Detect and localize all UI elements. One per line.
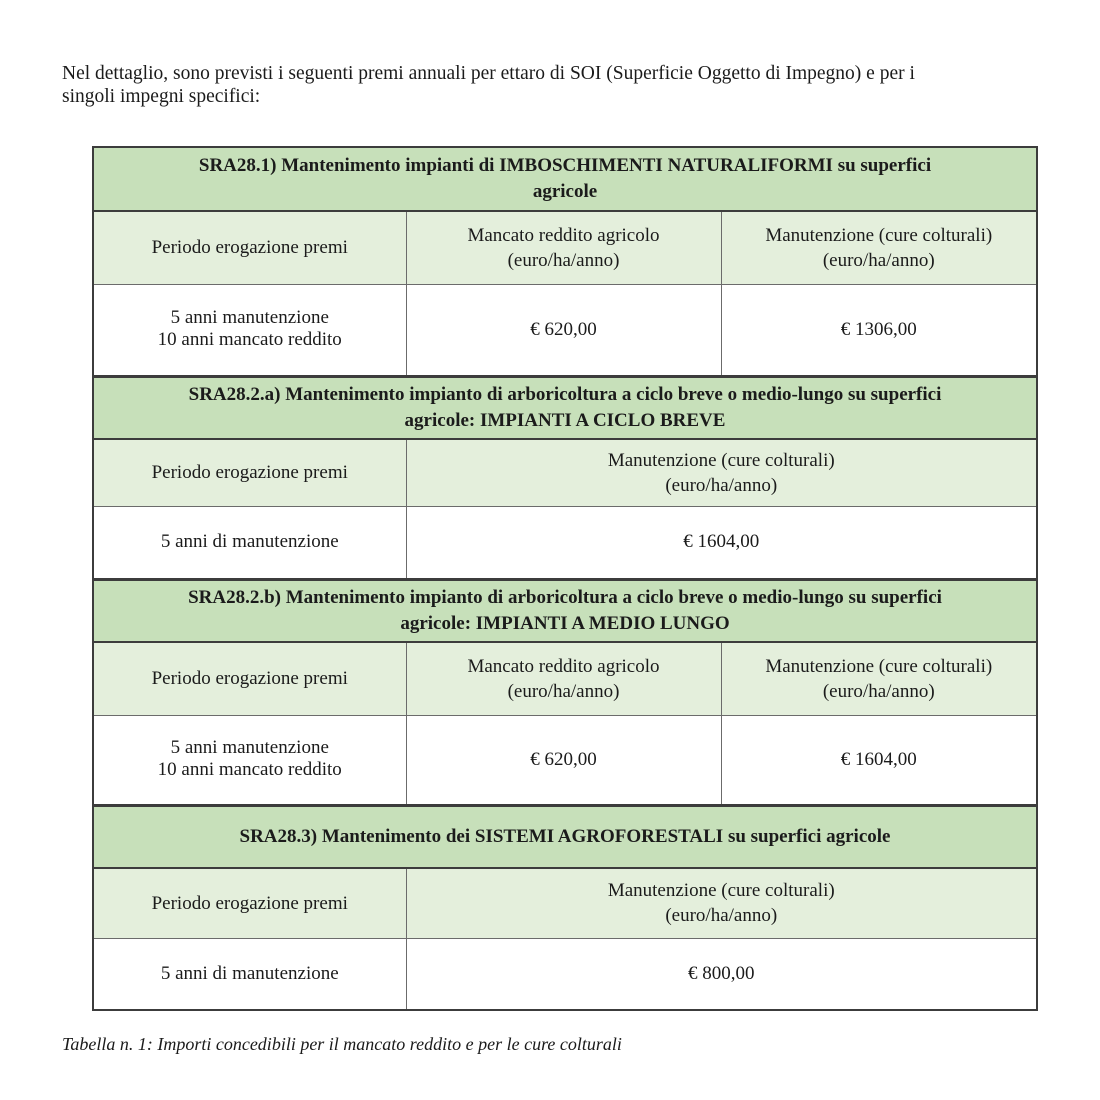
manutenzione-value: € 1306,00 — [721, 284, 1037, 376]
intro-line-1: Nel dettaglio, sono previsti i seguenti premi annuali per ettaro di SOI (Superficie Oggetto di Impegno) e per i — [62, 63, 915, 84]
col-header-unit: (euro/ha/anno) — [822, 680, 935, 702]
col-header-unit: (euro/ha/anno) — [665, 905, 778, 927]
periodo-line: 10 anni mancato reddito — [157, 758, 342, 780]
section-sra28-1-data-row — [93, 284, 1037, 376]
col-header-manutenzione — [406, 439, 1037, 506]
section-title-line: agricole: IMPIANTI A MEDIO LUNGO — [400, 612, 730, 634]
section-sra28-3-data-row — [93, 938, 1037, 1010]
section-title-line: SRA28.1) Mantenimento impianti di IMBOSCHIMENTI NATURALIFORMI su superfici — [198, 155, 932, 176]
periodo-cell: 5 anni di manutenzione — [93, 506, 406, 579]
col-header-label: Manutenzione (cure colturali) — [607, 449, 835, 471]
col-header-unit: (euro/ha/anno) — [822, 249, 935, 271]
section-sra28-2a-title — [93, 376, 1037, 439]
mancato-reddito-value: € 620,00 — [406, 715, 721, 805]
section-title-line: agricole: IMPIANTI A CICLO BREVE — [404, 409, 726, 431]
col-header-mancato-reddito — [406, 211, 721, 284]
section-sra28-3-title — [93, 805, 1037, 868]
col-header-unit: (euro/ha/anno) — [665, 474, 778, 496]
periodo-cell — [93, 284, 406, 376]
manutenzione-value: € 1604,00 — [406, 506, 1037, 579]
col-header-label: Manutenzione (cure colturali) — [765, 224, 993, 246]
section-sra28-1-title-row — [93, 147, 1037, 211]
col-header-manutenzione — [721, 211, 1037, 284]
section-sra28-2a-title-row — [93, 376, 1037, 439]
periodo-cell — [93, 715, 406, 805]
premi-annuali-table — [92, 146, 1038, 1011]
section-sra28-2b-data-row — [93, 715, 1037, 805]
col-header-label: Mancato reddito agricolo — [467, 224, 660, 246]
intro-line-2: singoli impegni specifici: — [62, 86, 261, 107]
section-title-line: SRA28.2.b) Mantenimento impianto di arboricoltura a ciclo breve o medio-lungo su superfici — [188, 586, 942, 608]
section-title-line: SRA28.2.a) Mantenimento impianto di arboricoltura a ciclo breve o medio-lungo su superfici — [188, 383, 942, 405]
section-sra28-1-header-row — [93, 211, 1037, 284]
section-sra28-2b-header-row — [93, 642, 1037, 715]
col-header-label: Manutenzione (cure colturali) — [607, 880, 835, 902]
col-header-periodo: Periodo erogazione premi — [93, 211, 406, 284]
section-sra28-3-header-row — [93, 868, 1037, 938]
col-header-label: Manutenzione (cure colturali) — [765, 655, 993, 677]
section-sra28-2b-title — [93, 579, 1037, 642]
col-header-unit: (euro/ha/anno) — [507, 680, 620, 702]
col-header-label: Mancato reddito agricolo — [467, 655, 660, 677]
section-sra28-1-title — [93, 147, 1037, 211]
col-header-unit: (euro/ha/anno) — [507, 249, 620, 271]
col-header-mancato-reddito — [406, 642, 721, 715]
col-header-periodo: Periodo erogazione premi — [93, 439, 406, 506]
col-header-manutenzione — [721, 642, 1037, 715]
mancato-reddito-value: € 620,00 — [406, 284, 721, 376]
manutenzione-value: € 800,00 — [406, 938, 1037, 1010]
periodo-cell: 5 anni di manutenzione — [93, 938, 406, 1010]
col-header-manutenzione — [406, 868, 1037, 938]
section-sra28-2a-header-row — [93, 439, 1037, 506]
manutenzione-value: € 1604,00 — [721, 715, 1037, 805]
col-header-periodo: Periodo erogazione premi — [93, 868, 406, 938]
table-caption: Tabella n. 1: Importi concedibili per il mancato reddito e per le cure colturali — [62, 1034, 622, 1054]
section-sra28-2a-data-row — [93, 506, 1037, 579]
col-header-periodo: Periodo erogazione premi — [93, 642, 406, 715]
section-sra28-3-title-row — [93, 805, 1037, 868]
intro-paragraph — [62, 62, 1052, 108]
periodo-line: 5 anni manutenzione — [170, 736, 329, 758]
periodo-line: 10 anni mancato reddito — [157, 328, 342, 350]
periodo-line: 5 anni manutenzione — [170, 306, 329, 328]
section-title-line: agricole — [532, 181, 598, 202]
section-title-line: SRA28.3) Mantenimento dei SISTEMI AGROFORESTALI su superfici agricole — [239, 825, 891, 847]
section-sra28-2b-title-row — [93, 579, 1037, 642]
